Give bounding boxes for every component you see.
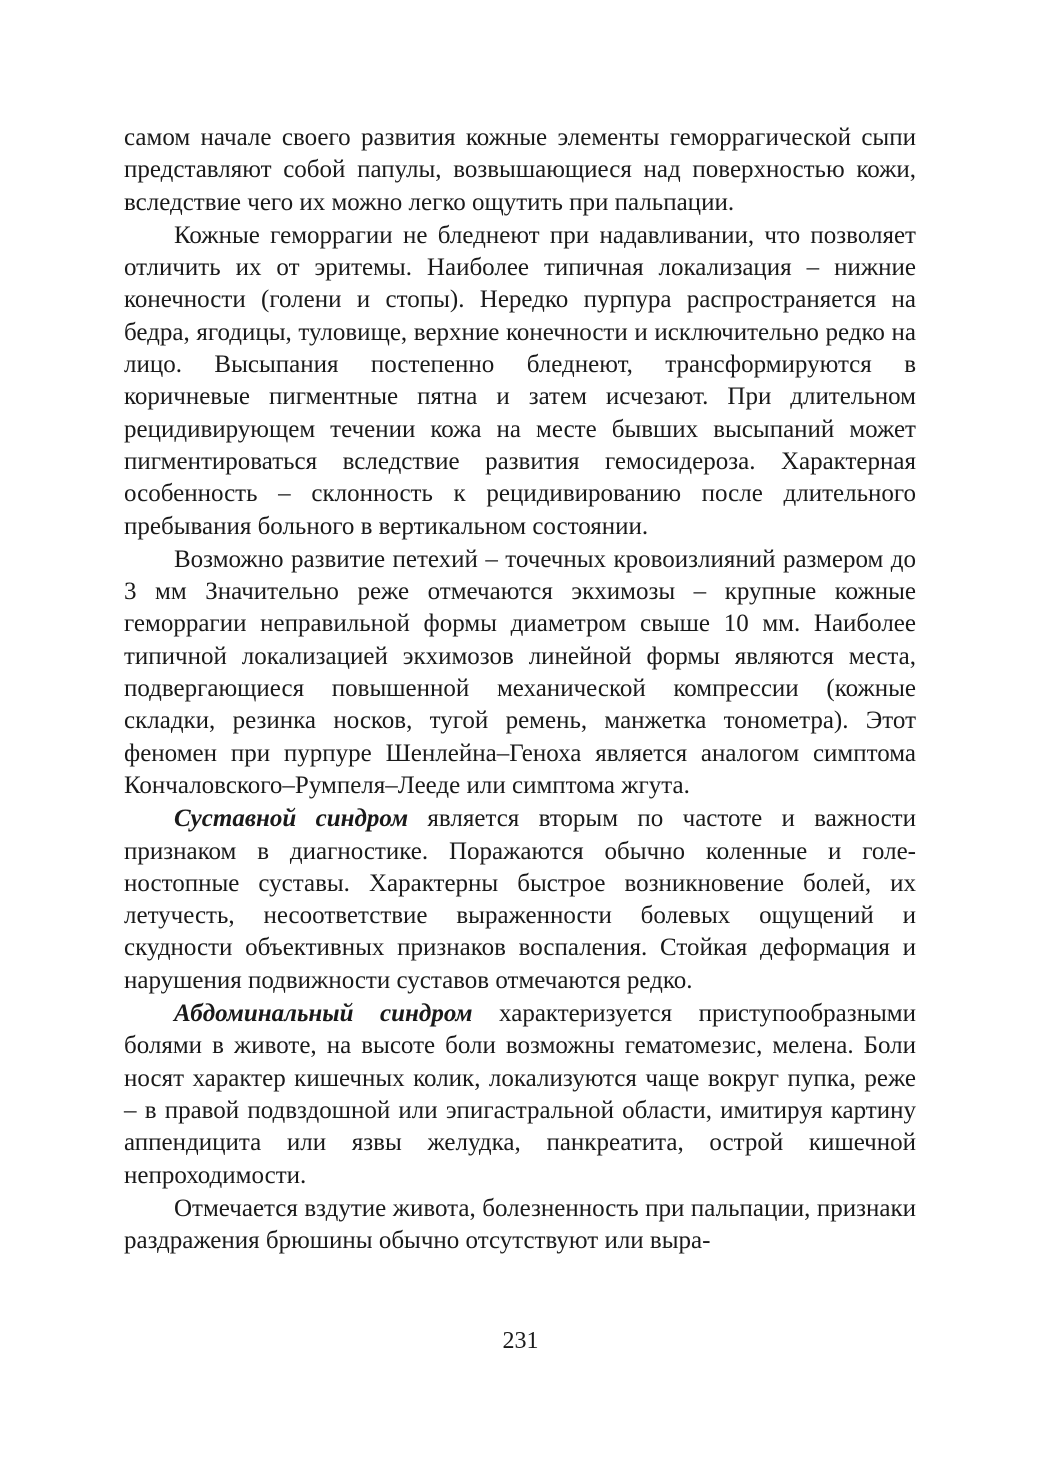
joint-syndrome-term: Суставной синдром	[174, 805, 409, 833]
paragraph-3-text: Возможно развитие петехий – точечных кровоизлияний размером до 3 мм Значительно реже отмечаются экхимозы – крупные кожные геморрагии неправильной формы диаметром свыше 10 мм. Наиболее типичной локализацией экхимозов линейной формы являются места, подвергающиеся повышенной механической компрессии (кожные складки, резинка носков, тугой ремень, манжетка тонометра). Этот феномен при пурпуре Шенлейна–Геноха является аналогом симптома Кончаловского–Румпеля–Лееде или симптома жгута.	[124, 545, 916, 799]
paragraph-5-text: характеризуется приступообразными болями в животе, на высоте боли возможны гематомезис, мелена. Боли носят характер кишечных колик, локализуются чаще вокруг пупка, реже – в правой подвздошной или эпигастральной области, имитируя картину аппендицита или язвы желудка, панкреатита, острой кишечной непроходимости.	[124, 1000, 916, 1189]
paragraph-6	[124, 1193, 916, 1258]
paragraph-6-text: Отмечается вздутие живота, болезненность при пальпации, признаки раздражения брюшины обычно отсутствуют или выра-	[124, 1194, 916, 1255]
paragraph-2-text: Кожные геморрагии не бледнеют при надавливании, что позволяет отличить их от эритемы. Наиболее типичная локализация – нижние конечности (голени и стопы). Нередко пурпура распространяется на бедра, ягодицы, туловище, верхние конечности и исключительно редко на лицо. Высыпания постепенно бледнеют, трансформируются в коричневые пигментные пятна и затем исчезают. При длительном рецидивирующем течении кожа на месте бывших высыпаний может пигментироваться вследствие развития гемосидероза. Характерная особенность – склонность к рецидивированию после длительного пребывания больного в вертикальном состоянии.	[124, 221, 916, 540]
paragraph-1	[124, 122, 916, 219]
page-number: 231	[502, 1328, 539, 1354]
paragraph-3	[124, 544, 916, 802]
abdominal-syndrome-term: Абдоминальный синдром	[174, 1000, 473, 1028]
paragraph-2	[124, 220, 916, 543]
paragraph-4-text: является вторым по частоте и важности признаком в диагностике. Поражаются обычно коленные и голеностопные суставы. Характерны быстрое возникновение болей, их летучесть, несоответствие выраженности болевых ощущений и скудности объективных признаков воспаления. Стойкая деформация и нарушения подвижности суставов отмечаются редко.	[124, 805, 916, 994]
page-body	[124, 122, 916, 1257]
paragraph-5	[124, 998, 916, 1192]
paragraph-4	[124, 803, 916, 997]
paragraph-1-text: самом начале своего развития кожные элементы геморрагической сыпи представляют собой папулы, возвышающиеся над поверхностью кожи, вследствие чего их можно легко ощутить при пальпации.	[124, 124, 916, 216]
